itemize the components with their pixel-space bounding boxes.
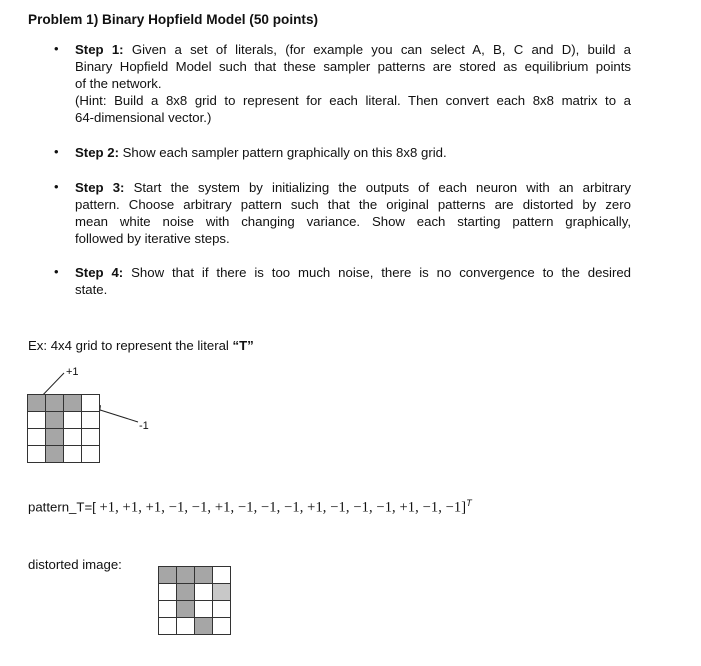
step-1-label: Step 1: [75,42,124,57]
bullet-icon: • [54,41,59,56]
example-caption-text: Ex: 4x4 grid to represent the literal [28,338,233,353]
step-4-line-1: Show that if there is too much noise, there is no convergence to the desired [131,265,632,280]
grid-cell [195,601,213,618]
grid-cell [82,395,100,412]
grid-cell [64,446,82,463]
step-1-line-1: Given a set of literals, (for example you can select A, B, C and D), build a [131,42,631,57]
pattern-transpose: T [466,498,472,508]
grid-cell [213,601,231,618]
grid-cell [159,567,177,584]
grid-cell [28,412,46,429]
grid-cell [177,584,195,601]
grid-cell [28,395,46,412]
bullet-icon: • [54,179,59,194]
grid-cell [177,601,195,618]
grid-cell [195,618,213,635]
pattern-vector [28,498,472,516]
grid-cell [46,395,64,412]
step-3-line-3: mean white noise with changing variance. Show each starting pattern graphically, [75,214,631,229]
grid-cell [159,584,177,601]
bullet-icon: • [54,144,59,159]
step-4-label: Step 4: [75,265,124,280]
example-caption-literal: “T” [232,338,254,353]
grid-cell [82,412,100,429]
step-1-line-3: of the network. [75,76,162,91]
grid-cell [46,429,64,446]
grid-cell [64,412,82,429]
grid-cell [64,429,82,446]
grid-cell [177,618,195,635]
literal-t-grid [27,394,100,463]
problem-title: Problem 1) Binary Hopfield Model (50 points) [28,12,319,27]
grid-cell [213,584,231,601]
grid-cell [195,584,213,601]
step-3-label: Step 3: [75,180,125,195]
grid-cell [177,567,195,584]
step-1-line-2: Binary Hopfield Model such that these sampler patterns are stored as equilibrium points [75,59,631,74]
plus-one-label: +1 [66,366,79,378]
grid-cell [64,395,82,412]
distorted-grid [158,566,231,635]
grid-cell [28,429,46,446]
distorted-label: distorted image: [28,557,122,572]
grid-cell [28,446,46,463]
grid-cell [46,412,64,429]
grid-cell [195,567,213,584]
step-1-line-5: 64-dimensional vector.) [75,110,212,125]
grid-cell [159,601,177,618]
step-2-label: Step 2: [75,145,119,160]
grid-cell [82,429,100,446]
step-2-line-1: Show each sampler pattern graphically on this 8x8 grid. [122,145,447,160]
step-4-line-2: state. [75,282,108,297]
minus-arrow-line [97,409,138,422]
grid-cell [213,618,231,635]
step-3-line-4: followed by iterative steps. [75,231,230,246]
step-3-line-2: pattern. Choose arbitrary pattern such that the original patterns are distorted by zero [75,197,631,212]
step-3-line-1: Start the system by initializing the outputs of each neuron with an arbitrary [133,180,632,195]
grid-cell [46,446,64,463]
pattern-prefix: pattern_T=[ [28,499,100,515]
grid-cell [213,567,231,584]
pattern-values: +1, +1, +1, −1, −1, +1, −1, −1, −1, +1, −1, −1, −1, +1, −1, −1] [99,499,467,516]
grid-cell [82,446,100,463]
minus-one-label: -1 [139,420,149,432]
step-1-line-4: (Hint: Build a 8x8 grid to represent for each literal. Then convert each 8x8 matrix to a [75,93,631,108]
grid-cell [159,618,177,635]
bullet-icon: • [54,264,59,279]
